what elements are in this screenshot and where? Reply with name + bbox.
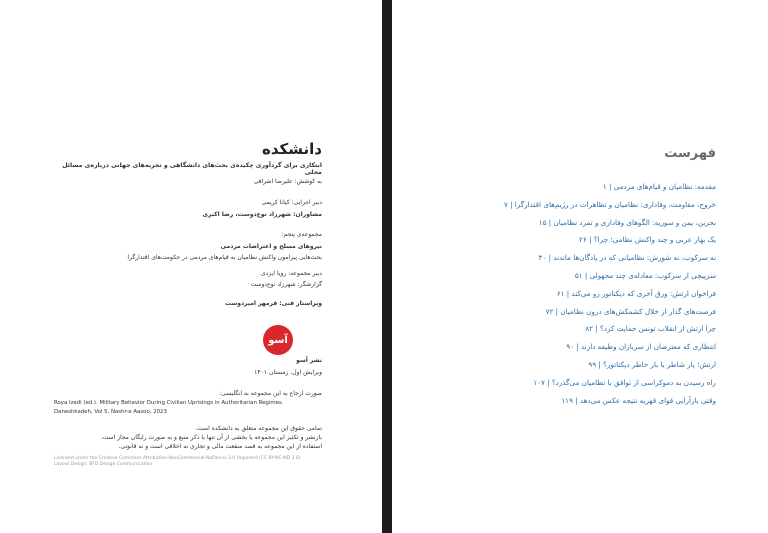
citation-line-2: Daneshkadeh, Vol 5, Nashr-e Aasoo, 2023 xyxy=(54,409,167,415)
toc-item[interactable]: وقتی بازآرایی قوای قهریه نتیجه عکس می‌دهد | ۱۱۹ xyxy=(561,395,716,405)
citation-label: صورت ارجاع به این مجموعه به انگلیسی: xyxy=(219,390,322,397)
collection-title: نیروهای مسلح و اعتراضات مردمی xyxy=(220,243,322,250)
toc-item[interactable]: یک بهار عربی و چند واکنش نظامی؛ چرا؟ | ۲۶ xyxy=(579,235,716,245)
toc-item[interactable]: بحرین، یمن و سوریه: الگوهای وفاداری و تمرد نظامیان | ۱۵ xyxy=(538,217,716,227)
toc-item[interactable]: مقدمه: نظامیان و قیام‌های مردمی | ۱ xyxy=(602,182,716,191)
rights-line-1: تمامی حقوق این مجموعه متعلق به دانشکده است. xyxy=(195,425,322,432)
exec-editor-line: دبیر اجرایی: کیانا کریمی xyxy=(261,199,322,206)
reporter-line: گزارشگر: شهرزاد نوع‌دوست xyxy=(250,281,322,288)
toc-page xyxy=(392,0,768,533)
brand-title: دانشکده xyxy=(262,140,322,158)
imprint-page xyxy=(0,0,382,533)
collection-editor-line: دبیر مجموعه: رویا ایزدی xyxy=(261,270,322,277)
collection-label: مجموعه‌ی پنجم: xyxy=(281,231,322,238)
toc-title: فهرست xyxy=(664,146,716,161)
rights-line-3: استفاده از این مجموعه به قصد منفعت مالی و تجاری نه اخلاقی است و نه قانونی. xyxy=(118,443,322,450)
toc-item[interactable]: ارتش؛ یار شاطر یا بار خاطر دیکتاتور؟ | ۹۹ xyxy=(588,359,716,369)
toc-item[interactable]: راه رسیدن به دموکراسی از توافق با نظامیان می‌گذرد؟ | ۱۰۷ xyxy=(533,377,716,387)
compiler-line: به کوشش: علیرضا اشراقی xyxy=(253,178,322,185)
toc-item[interactable]: چرا ارتش از انقلاب تونس حمایت کرد؟ | ۸۲ xyxy=(585,324,716,334)
toc-item[interactable]: خروج، مقاومت، وفاداری: نظامیان و تظاهرات در رژیم‌های اقتدارگرا | ۷ xyxy=(503,199,716,209)
tech-editor-line: ویراستار فنی: فرمهر امیردوست xyxy=(224,300,322,307)
toc-item[interactable]: انتظاری که معترضان از سربازان وظیفه دارند | ۹۰ xyxy=(566,342,716,352)
layout-credit: Layout Design: BFD Design Communication xyxy=(54,462,153,467)
publisher-logo: آسو xyxy=(263,325,293,355)
collection-subtitle: بحث‌هایی پیرامون واکنش نظامیان به قیام‌های مردمی در حکومت‌های اقتدارگرا xyxy=(127,254,322,261)
toc-item[interactable]: سرپیچی از سرکوب: معادله‌ی چند مجهولی | ۵۱ xyxy=(574,270,716,280)
rights-line-2: بازنشر و تکثیر این مجموعه یا بخشی از آن تنها با ذکر منبع و به صورت رایگان مجاز است. xyxy=(100,434,322,441)
brand-tagline: ابتکاری برای گردآوری چکیده‌ی بحث‌های دانشگاهی و تجربه‌های جهانی درباره‌ی مسائل محلی xyxy=(62,162,322,176)
toc-list xyxy=(416,178,716,409)
toc-item[interactable]: نه سرکوب، نه شورش: نظامیانی که در پادگان‌ها ماندند | ۴۰ xyxy=(538,253,716,263)
license-line: Licensed under the Creative Commons Attribution-NonCommercial-NoDerivs 3.0 Unported (CC BY-NC-ND 3.0) xyxy=(54,456,301,461)
publisher-name: نشر آسو xyxy=(296,357,322,364)
edition-line: ویرایش اول، زمستان ۱۴۰۱ xyxy=(254,369,322,376)
toc-item[interactable]: فراخوان ارتش: ورق آخری که دیکتاتور رو می‌کند | ۶۱ xyxy=(556,288,716,298)
citation-line-1: Roya Izadi (ed.). Military Behavior During Civilian Uprisings in Authoritarian Regimes. xyxy=(54,400,284,406)
toc-item[interactable]: فرصت‌های گذار از خلال کشمکش‌های درون نظامیان | ۷۲ xyxy=(545,306,716,316)
book-gutter xyxy=(382,0,392,533)
advisors-line: مشاوران: شهرزاد نوع‌دوست، رضا اکبری xyxy=(202,211,322,218)
